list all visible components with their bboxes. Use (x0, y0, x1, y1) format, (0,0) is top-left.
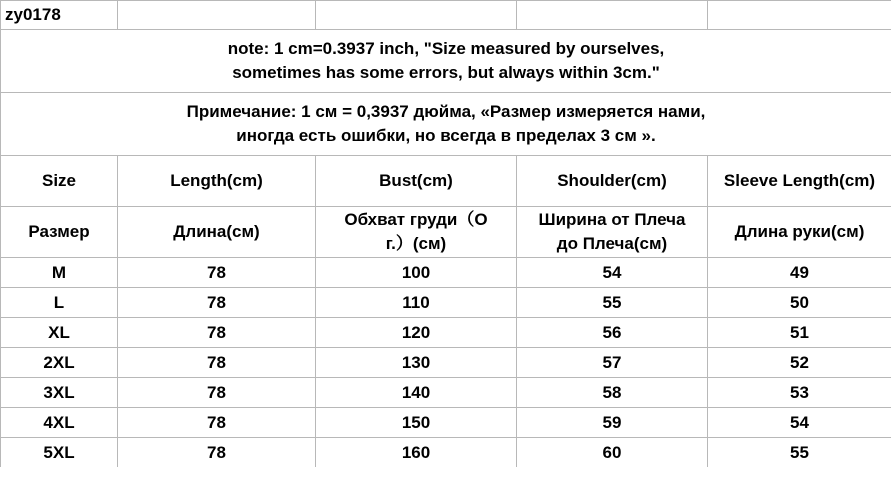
header-bust-ru-line1: Обхват груди（О (344, 210, 488, 229)
table-row (1, 258, 891, 288)
sleeve-cell: 55 (708, 438, 891, 468)
header-bust-ru-line2: г.）(см) (385, 234, 447, 253)
empty-cell (708, 1, 891, 30)
header-bust: Bust(cm) (316, 156, 517, 207)
bust-cell: 130 (316, 348, 517, 378)
sleeve-cell: 53 (708, 378, 891, 408)
table-row (1, 318, 891, 348)
shoulder-cell: 60 (517, 438, 708, 468)
header-shoulder: Shoulder(cm) (517, 156, 708, 207)
header-row-english (1, 156, 891, 207)
size-cell: M (1, 258, 118, 288)
length-cell: 78 (118, 288, 316, 318)
header-sleeve-ru: Длина руки(см) (708, 207, 891, 258)
note-russian-line1: Примечание: 1 см = 0,3937 дюйма, «Размер измеряется нами, (186, 102, 706, 121)
bust-cell: 110 (316, 288, 517, 318)
sleeve-cell: 54 (708, 408, 891, 438)
header-length: Length(cm) (118, 156, 316, 207)
length-cell: 78 (118, 408, 316, 438)
shoulder-cell: 56 (517, 318, 708, 348)
note-russian-line2: иногда есть ошибки, но всегда в пределах 3 см ». (236, 126, 656, 145)
header-shoulder-ru (517, 207, 708, 258)
bust-cell: 120 (316, 318, 517, 348)
product-code: zy0178 (1, 1, 118, 30)
note-english-line1: note: 1 cm=0.3937 inch, "Size measured by ourselves, (227, 39, 665, 58)
size-cell: L (1, 288, 118, 318)
note-english-row (1, 30, 891, 93)
bust-cell: 140 (316, 378, 517, 408)
shoulder-cell: 54 (517, 258, 708, 288)
bust-cell: 160 (316, 438, 517, 468)
product-code-row (1, 1, 891, 30)
length-cell: 78 (118, 318, 316, 348)
header-length-ru: Длина(см) (118, 207, 316, 258)
size-cell: 4XL (1, 408, 118, 438)
note-russian (1, 93, 891, 156)
shoulder-cell: 57 (517, 348, 708, 378)
sleeve-cell: 52 (708, 348, 891, 378)
header-row-russian (1, 207, 891, 258)
header-bust-ru (316, 207, 517, 258)
size-cell: 2XL (1, 348, 118, 378)
table-row (1, 378, 891, 408)
length-cell: 78 (118, 438, 316, 468)
header-shoulder-ru-line1: Ширина от Плеча (538, 210, 686, 229)
empty-cell (316, 1, 517, 30)
size-cell: XL (1, 318, 118, 348)
header-sleeve-length: Sleeve Length(cm) (708, 156, 891, 207)
shoulder-cell: 59 (517, 408, 708, 438)
note-russian-row (1, 93, 891, 156)
size-cell: 5XL (1, 438, 118, 468)
length-cell: 78 (118, 348, 316, 378)
length-cell: 78 (118, 378, 316, 408)
note-english (1, 30, 891, 93)
table-row (1, 348, 891, 378)
table-row (1, 438, 891, 468)
table-row (1, 408, 891, 438)
bust-cell: 100 (316, 258, 517, 288)
empty-cell (517, 1, 708, 30)
header-size-ru: Размер (1, 207, 118, 258)
note-english-line2: sometimes has some errors, but always within 3cm." (232, 63, 660, 82)
sleeve-cell: 51 (708, 318, 891, 348)
bust-cell: 150 (316, 408, 517, 438)
header-shoulder-ru-line2: до Плеча(см) (556, 234, 668, 253)
shoulder-cell: 58 (517, 378, 708, 408)
shoulder-cell: 55 (517, 288, 708, 318)
sleeve-cell: 49 (708, 258, 891, 288)
sleeve-cell: 50 (708, 288, 891, 318)
table-row (1, 288, 891, 318)
size-cell: 3XL (1, 378, 118, 408)
length-cell: 78 (118, 258, 316, 288)
empty-cell (118, 1, 316, 30)
header-size: Size (1, 156, 118, 207)
